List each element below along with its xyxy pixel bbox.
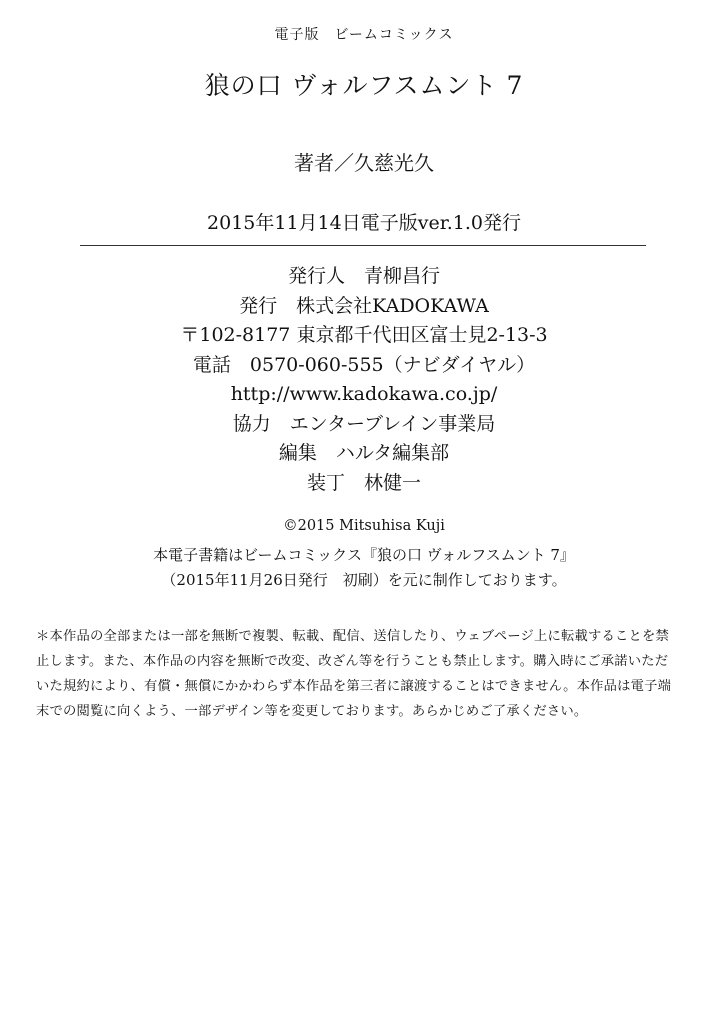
credit-cooperation: 協力 エンターブレイン事業局 <box>232 412 496 435</box>
credit-address: 〒102-8177 東京都千代田区富士見2-13-3 <box>180 324 548 346</box>
legal-notice <box>36 624 696 724</box>
legal-notice-line: いた規約により、有償・無償にかかわらず本作品を第三者に譲渡することはできません。本作品は電子端 <box>36 679 672 694</box>
copyright-line: ©2015 Mitsuhisa Kuji <box>283 518 445 534</box>
credit-editor: 編集 ハルタ編集部 <box>278 442 450 464</box>
credit-website: http://www.kadokawa.co.jp/ <box>230 383 498 405</box>
publisher-credits <box>0 262 728 498</box>
legal-notice-line: ＊本作品の全部または一部を無断で複製、転載、配信、送信したり、ウェブページ上に転載することを禁 <box>36 629 670 644</box>
credit-publisher-person: 発行人 青柳昌行 <box>287 265 440 287</box>
book-title: 狼の口 ヴォルフスムント 7 <box>204 71 524 100</box>
credit-publisher-company: 発行 株式会社KADOKAWA <box>239 294 489 317</box>
credit-phone: 電話 0570-060-555（ナビダイヤル） <box>192 353 536 376</box>
credit-design: 装丁 林健一 <box>306 471 421 494</box>
author-credit: 著者／久慈光久 <box>294 151 434 175</box>
divider-line <box>80 245 646 246</box>
edition-label: 電子版 ビームコミックス <box>274 27 454 43</box>
legal-notice-line: 止します。また、本作品の内容を無断で改変、改ざん等を行うことも禁止します。購入時にご承諾いただ <box>36 654 669 669</box>
legal-notice-line: 末での閲覧に向くよう、一部デザイン等を変更しております。あらかじめご了承ください。 <box>36 704 588 719</box>
issue-date: 2015年11月14日電子版ver.1.0発行 <box>207 212 521 234</box>
ebook-source-note: 本電子書籍はビームコミックス『狼の口 ヴォルフスムント 7』 <box>153 546 575 564</box>
print-edition-note: （2015年11月26日発行 初刷）を元に制作しております。 <box>161 571 567 589</box>
